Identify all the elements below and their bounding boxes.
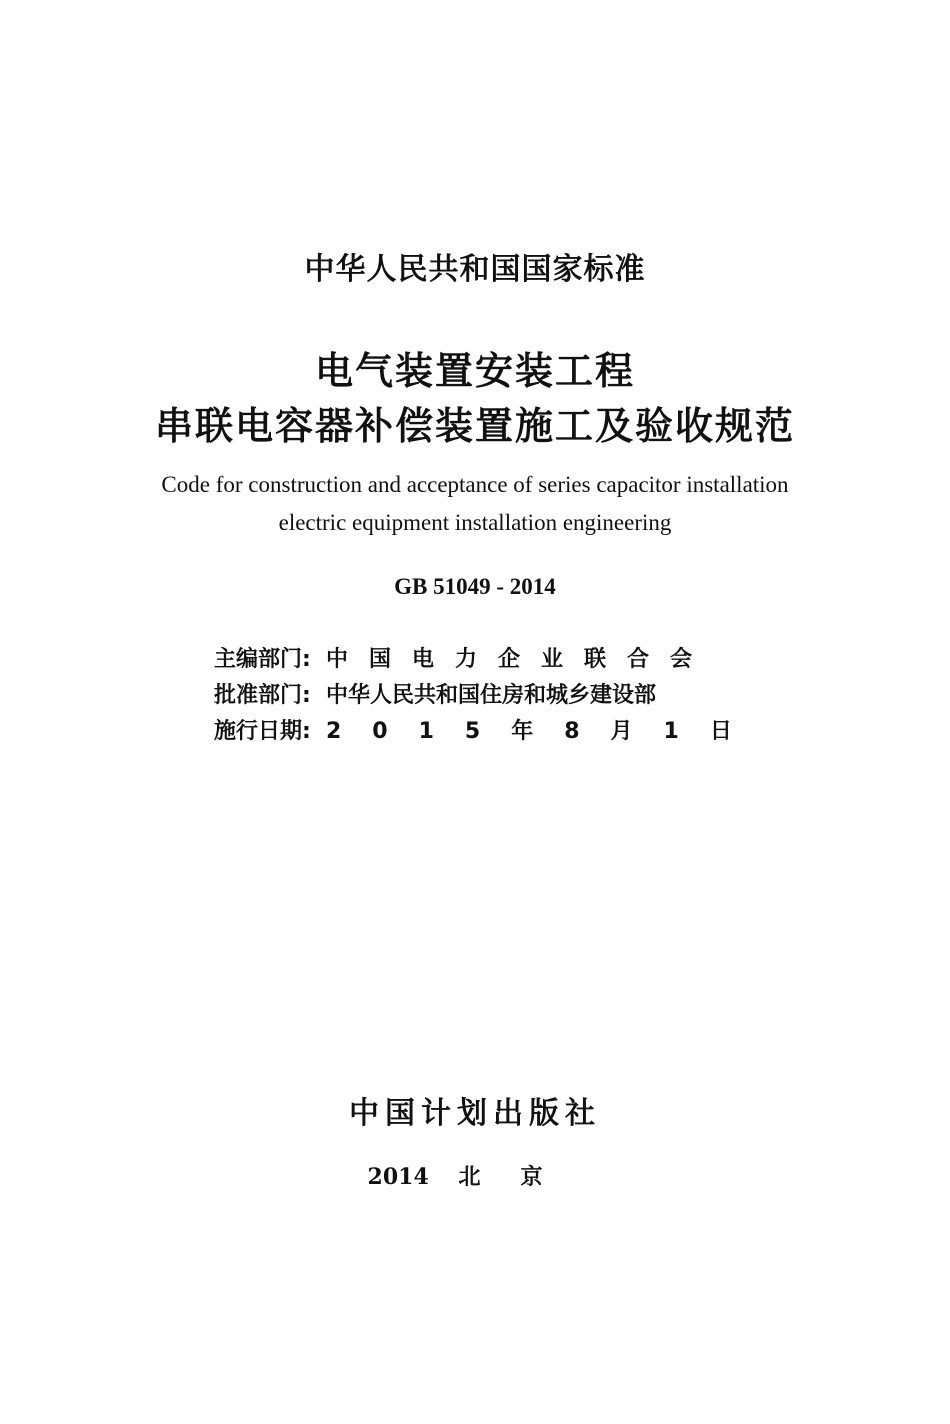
document-title-line-2: 串联电容器补偿装置施工及验收规范	[154, 403, 795, 448]
effective-date-row	[214, 714, 763, 744]
publication-year: 2014	[367, 1164, 429, 1190]
publication-city: 北京	[458, 1164, 583, 1190]
approver-department-value: 中华人民共和国住房和城乡建设部	[326, 683, 657, 708]
approver-department-label: 批准部门:	[214, 683, 311, 708]
approver-department-row	[214, 678, 714, 708]
english-title-line-2: electric equipment installation engineering	[278, 510, 672, 535]
editor-department-row	[214, 642, 714, 672]
national-standard-heading: 中华人民共和国国家标准	[304, 252, 646, 287]
standard-code: GB 51049 - 2014	[394, 574, 556, 599]
editor-department-value: 中国电力企业联合会	[326, 647, 714, 672]
publication-year-and-city	[0, 1160, 950, 1191]
document-title-line-1: 电气装置安装工程	[314, 348, 635, 393]
effective-date-value: 2015年8月1日	[326, 719, 763, 744]
english-title-line-1: Code for construction and acceptance of series capacitor installation	[161, 472, 789, 497]
effective-date-label: 施行日期:	[214, 719, 311, 744]
editor-department-label: 主编部门:	[214, 647, 311, 672]
publisher-name: 中国计划出版社	[349, 1096, 601, 1131]
